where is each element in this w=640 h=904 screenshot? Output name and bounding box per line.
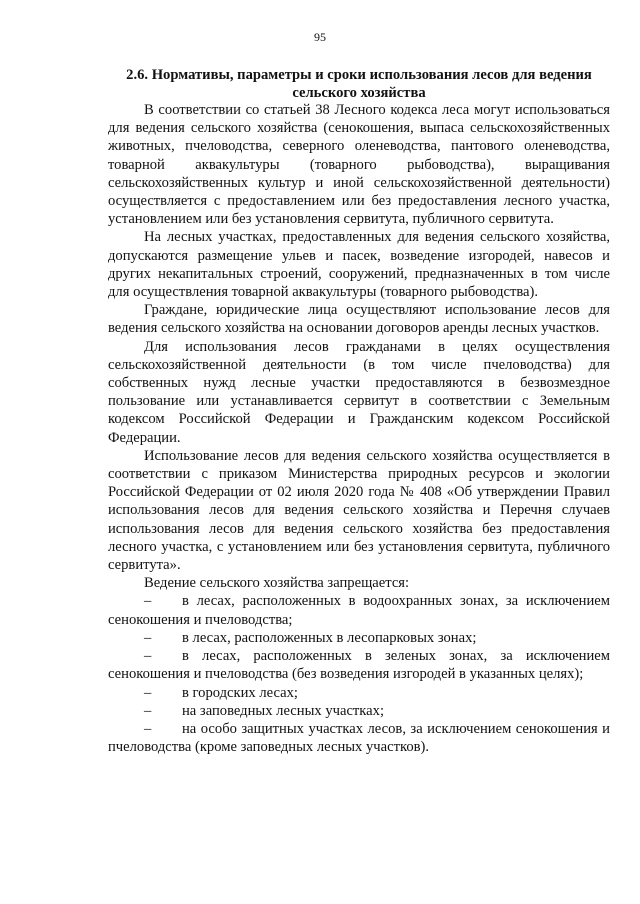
heading-line: 2.6. Нормативы, параметры и сроки использования лесов для ведения <box>126 67 592 83</box>
list-dash: – <box>144 720 152 737</box>
list-item <box>108 592 610 628</box>
list-item-text: в городских лесах; <box>182 684 298 701</box>
list-dash: – <box>144 684 152 701</box>
body-text <box>108 101 610 756</box>
page-number: 95 <box>314 30 326 44</box>
paragraph: В соответствии со статьей 38 Лесного кодекса леса могут использоваться для ведения сельского хозяйства (сенокошения, выпаса сельскохозяйственных животных, пчеловодства, северного оленеводства, пантового оленеводства, товарной аквакультуры (товарного рыбоводства), выращивания сельскохозяйственных культур и иной сельскохозяйственной деятельности) осуществляется с предоставлением или без предоставления лесного участка, установлением или без установления сервитута, публичного сервитута. <box>108 102 610 228</box>
list-dash: – <box>144 629 152 646</box>
paragraph: Использование лесов для ведения сельского хозяйства осуществляется в соответствии с приказом Министерства природных ресурсов и экологии Российской Федерации от 02 июля 2020 года № 408 «Об утверждении Правил использования лесов для ведения сельского хозяйства и Перечня случаев использования лесов для ведения сельского хозяйства без предоставления лесного участка, с установлением или без установления сервитута, публичного сервитута». <box>108 447 610 574</box>
list-item <box>108 647 610 683</box>
heading-line: сельского хозяйства <box>292 85 426 101</box>
list-item <box>108 720 610 756</box>
list-dash: – <box>144 648 152 665</box>
list-dash: – <box>144 593 152 610</box>
section-heading <box>108 66 610 102</box>
paragraph: Ведение сельского хозяйства запрещается: <box>144 575 410 592</box>
paragraph: Для использования лесов гражданами в целях осуществления сельскохозяйственной деятельности (в том числе пчеловодства) для собственных нужд лесные участки предоставляются в безвозмездное пользование или устанавливается сервитут в соответствии с Земельным кодексом Российской Федерации и Гражданским кодексом Российской Федерации. <box>108 338 610 446</box>
list-item-text: в лесах, расположенных в водоохранных зонах, за исключением сенокошения и пчеловодства; <box>108 593 610 628</box>
list-item-text: на особо защитных участках лесов, за исключением сенокошения и пчеловодства (кроме заповедных лесных участков). <box>108 720 610 756</box>
list-item-text: в лесах, расположенных в лесопарковых зонах; <box>182 629 477 646</box>
list-item <box>108 629 610 647</box>
list-item-text: на заповедных лесных участках; <box>182 702 384 719</box>
list-dash: – <box>144 702 152 719</box>
paragraph: На лесных участках, предоставленных для ведения сельского хозяйства, допускаются размещение ульев и пасек, возведение изгородей, навесов и других некапитальных строений, сооружений, предназначенных в том числе для осуществления товарной аквакультуры (товарного рыбоводства). <box>108 229 610 301</box>
paragraph: Граждане, юридические лица осуществляют использование лесов для ведения сельского хозяйства на основании договоров аренды лесных участков. <box>108 302 610 337</box>
list-item <box>108 702 610 720</box>
list-item-text: в лесах, расположенных в зеленых зонах, за исключением сенокошения и пчеловодства (без возведения изгородей в указанных целях); <box>108 648 610 683</box>
list-item <box>108 684 610 702</box>
